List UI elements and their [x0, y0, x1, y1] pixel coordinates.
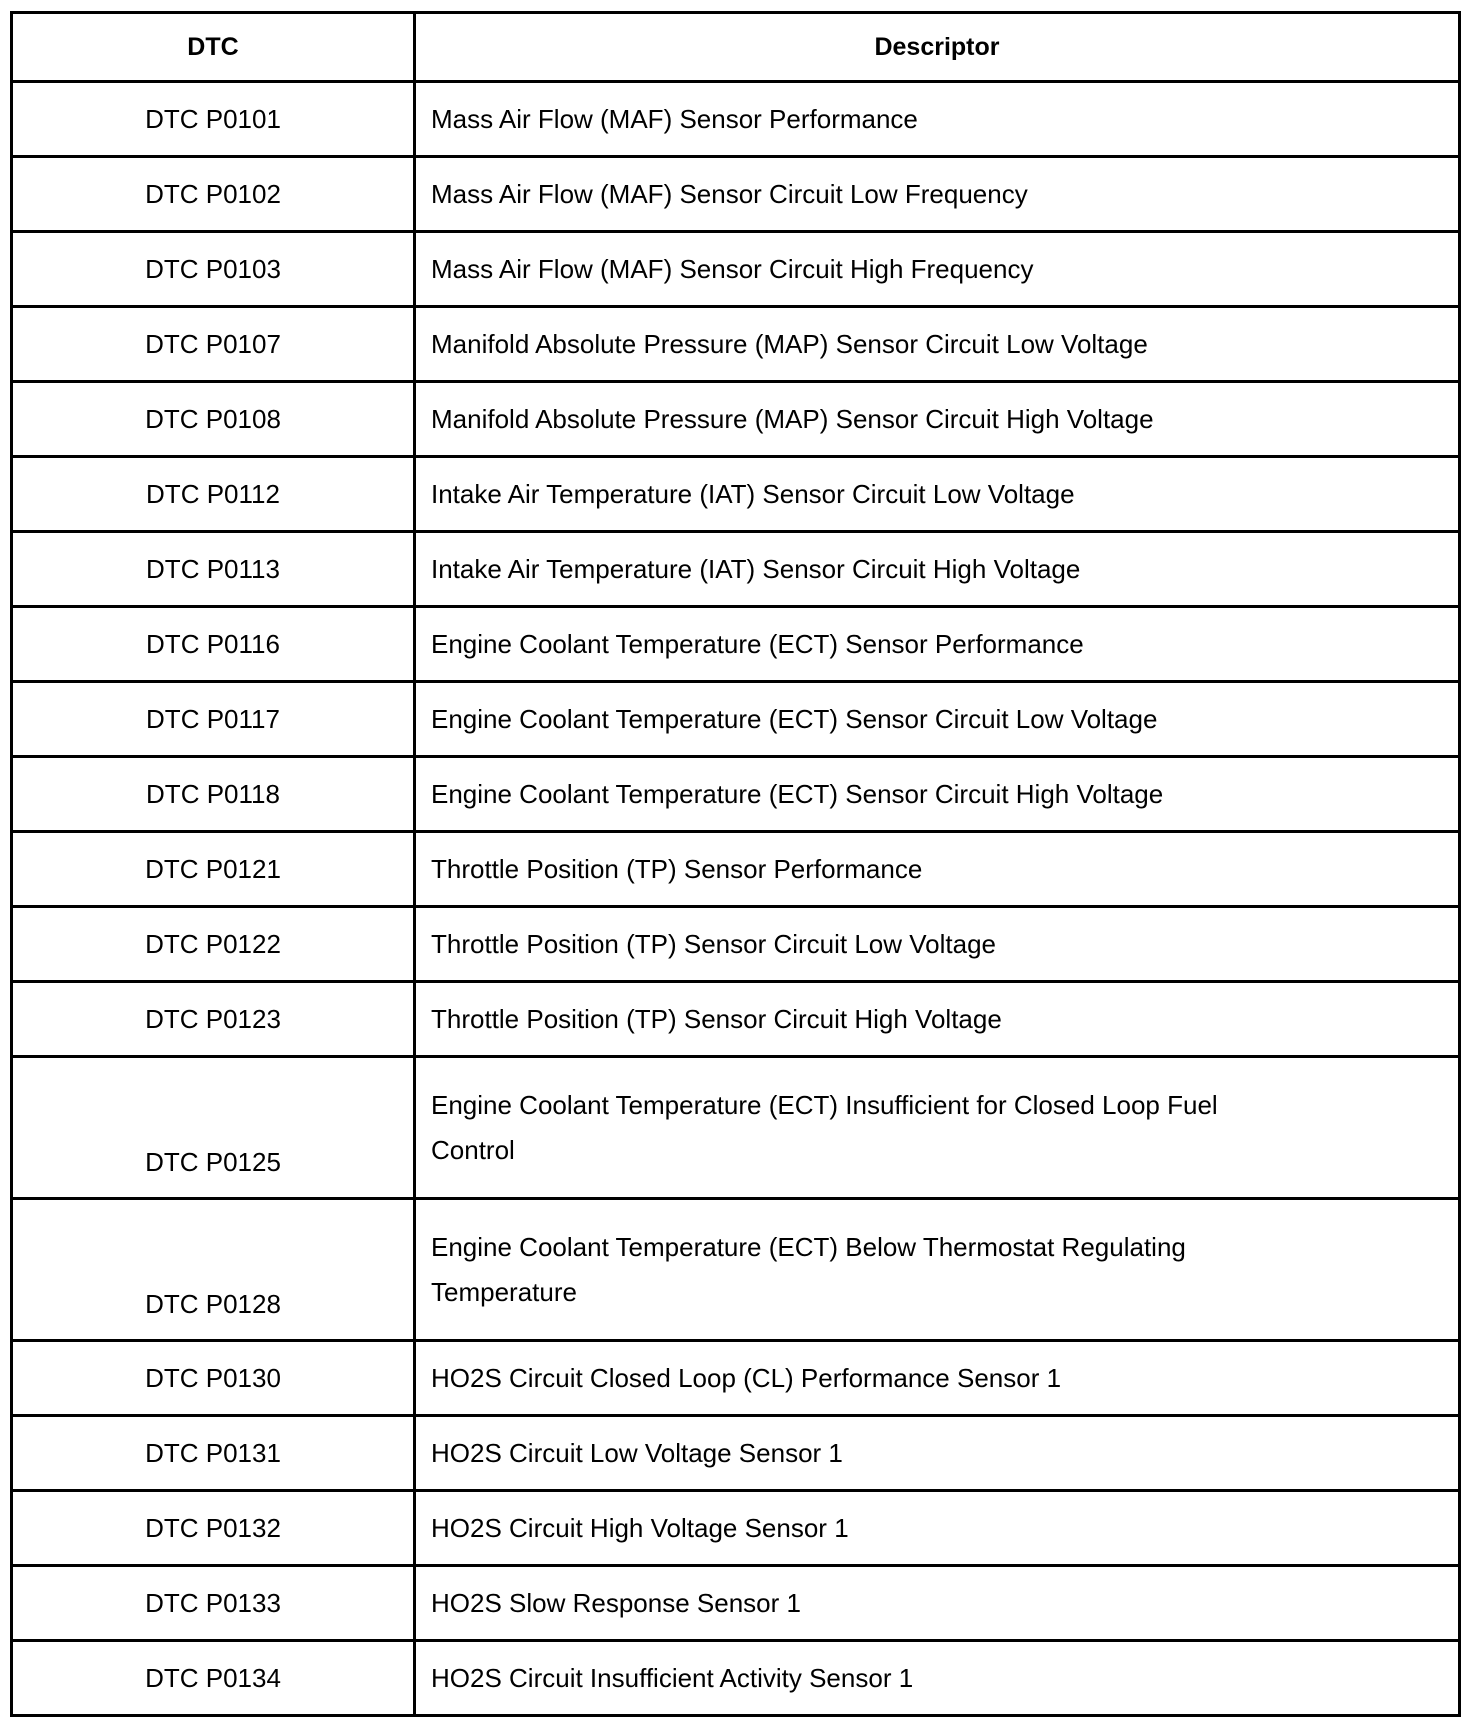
dtc-descriptor — [415, 1641, 1460, 1716]
table-row — [12, 457, 1460, 532]
descriptor-text: Engine Coolant Temperature (ECT) Sensor Performance — [431, 629, 1084, 659]
descriptor-text: Manifold Absolute Pressure (MAP) Sensor Circuit Low Voltage — [431, 329, 1148, 359]
descriptor-text: HO2S Slow Response Sensor 1 — [431, 1588, 801, 1618]
dtc-descriptor — [415, 1491, 1460, 1566]
dtc-code: DTC P0102 — [12, 157, 415, 232]
table-row — [12, 157, 1460, 232]
descriptor-text: Engine Coolant Temperature (ECT) Sensor Circuit Low Voltage — [431, 704, 1158, 734]
descriptor-text: Engine Coolant Temperature (ECT) Sensor Circuit High Voltage — [431, 779, 1164, 809]
table-row — [12, 532, 1460, 607]
dtc-code: DTC P0130 — [12, 1341, 415, 1416]
table-row — [12, 1566, 1460, 1641]
descriptor-text: HO2S Circuit Closed Loop (CL) Performance Sensor 1 — [431, 1363, 1062, 1393]
table-row — [12, 907, 1460, 982]
descriptor-text: HO2S Circuit Low Voltage Sensor 1 — [431, 1438, 843, 1468]
table-row — [12, 1199, 1460, 1341]
dtc-code: DTC P0123 — [12, 982, 415, 1057]
dtc-code: DTC P0128 — [12, 1199, 415, 1341]
descriptor-text: HO2S Circuit Insufficient Activity Sensor 1 — [431, 1663, 914, 1693]
table-row — [12, 682, 1460, 757]
dtc-code: DTC P0122 — [12, 907, 415, 982]
dtc-descriptor — [415, 457, 1460, 532]
descriptor-text: Intake Air Temperature (IAT) Sensor Circuit High Voltage — [431, 554, 1081, 584]
header-dtc: DTC — [12, 13, 415, 82]
descriptor-text: Mass Air Flow (MAF) Sensor Performance — [431, 104, 918, 134]
table-row — [12, 1641, 1460, 1716]
table-row — [12, 757, 1460, 832]
dtc-descriptor — [415, 982, 1460, 1057]
dtc-descriptor — [415, 82, 1460, 157]
dtc-descriptor — [415, 532, 1460, 607]
table-row — [12, 307, 1460, 382]
dtc-code: DTC P0116 — [12, 607, 415, 682]
descriptor-text: Mass Air Flow (MAF) Sensor Circuit High Frequency — [431, 254, 1034, 284]
dtc-code: DTC P0113 — [12, 532, 415, 607]
dtc-code: DTC P0117 — [12, 682, 415, 757]
table-row — [12, 1341, 1460, 1416]
descriptor-text: Engine Coolant Temperature (ECT) Below Thermostat Regulating Temperature — [431, 1231, 1186, 1307]
dtc-descriptor — [415, 682, 1460, 757]
descriptor-text: Mass Air Flow (MAF) Sensor Circuit Low Frequency — [431, 179, 1028, 209]
table-row — [12, 82, 1460, 157]
dtc-descriptor — [415, 1057, 1460, 1199]
dtc-code: DTC P0101 — [12, 82, 415, 157]
table-row — [12, 1491, 1460, 1566]
descriptor-text: Intake Air Temperature (IAT) Sensor Circuit Low Voltage — [431, 479, 1075, 509]
descriptor-text: Throttle Position (TP) Sensor Circuit Low Voltage — [431, 929, 997, 959]
dtc-code: DTC P0121 — [12, 832, 415, 907]
dtc-descriptor — [415, 307, 1460, 382]
dtc-descriptor — [415, 1566, 1460, 1641]
descriptor-text: Throttle Position (TP) Sensor Performance — [431, 854, 923, 884]
descriptor-text: HO2S Circuit High Voltage Sensor 1 — [431, 1513, 849, 1543]
header-descriptor: Descriptor — [415, 13, 1460, 82]
table-row — [12, 982, 1460, 1057]
descriptor-text: Throttle Position (TP) Sensor Circuit High Voltage — [431, 1004, 1002, 1034]
table-row — [12, 607, 1460, 682]
table-row — [12, 382, 1460, 457]
dtc-table — [10, 11, 1461, 1717]
descriptor-text: Engine Coolant Temperature (ECT) Insufficient for Closed Loop Fuel Control — [431, 1089, 1218, 1165]
dtc-descriptor — [415, 757, 1460, 832]
table-header-row — [12, 13, 1460, 82]
dtc-descriptor — [415, 1341, 1460, 1416]
dtc-descriptor — [415, 1199, 1460, 1341]
dtc-descriptor — [415, 832, 1460, 907]
dtc-descriptor — [415, 607, 1460, 682]
dtc-descriptor — [415, 382, 1460, 457]
dtc-descriptor — [415, 1416, 1460, 1491]
dtc-code: DTC P0107 — [12, 307, 415, 382]
dtc-code: DTC P0112 — [12, 457, 415, 532]
dtc-code: DTC P0103 — [12, 232, 415, 307]
dtc-code: DTC P0132 — [12, 1491, 415, 1566]
dtc-code: DTC P0134 — [12, 1641, 415, 1716]
table-row — [12, 1057, 1460, 1199]
dtc-descriptor — [415, 907, 1460, 982]
dtc-descriptor — [415, 232, 1460, 307]
dtc-code: DTC P0133 — [12, 1566, 415, 1641]
dtc-code: DTC P0131 — [12, 1416, 415, 1491]
dtc-descriptor — [415, 157, 1460, 232]
dtc-code: DTC P0108 — [12, 382, 415, 457]
table-row — [12, 232, 1460, 307]
dtc-code: DTC P0118 — [12, 757, 415, 832]
dtc-code: DTC P0125 — [12, 1057, 415, 1199]
table-row — [12, 832, 1460, 907]
table-row — [12, 1416, 1460, 1491]
descriptor-text: Manifold Absolute Pressure (MAP) Sensor Circuit High Voltage — [431, 404, 1154, 434]
